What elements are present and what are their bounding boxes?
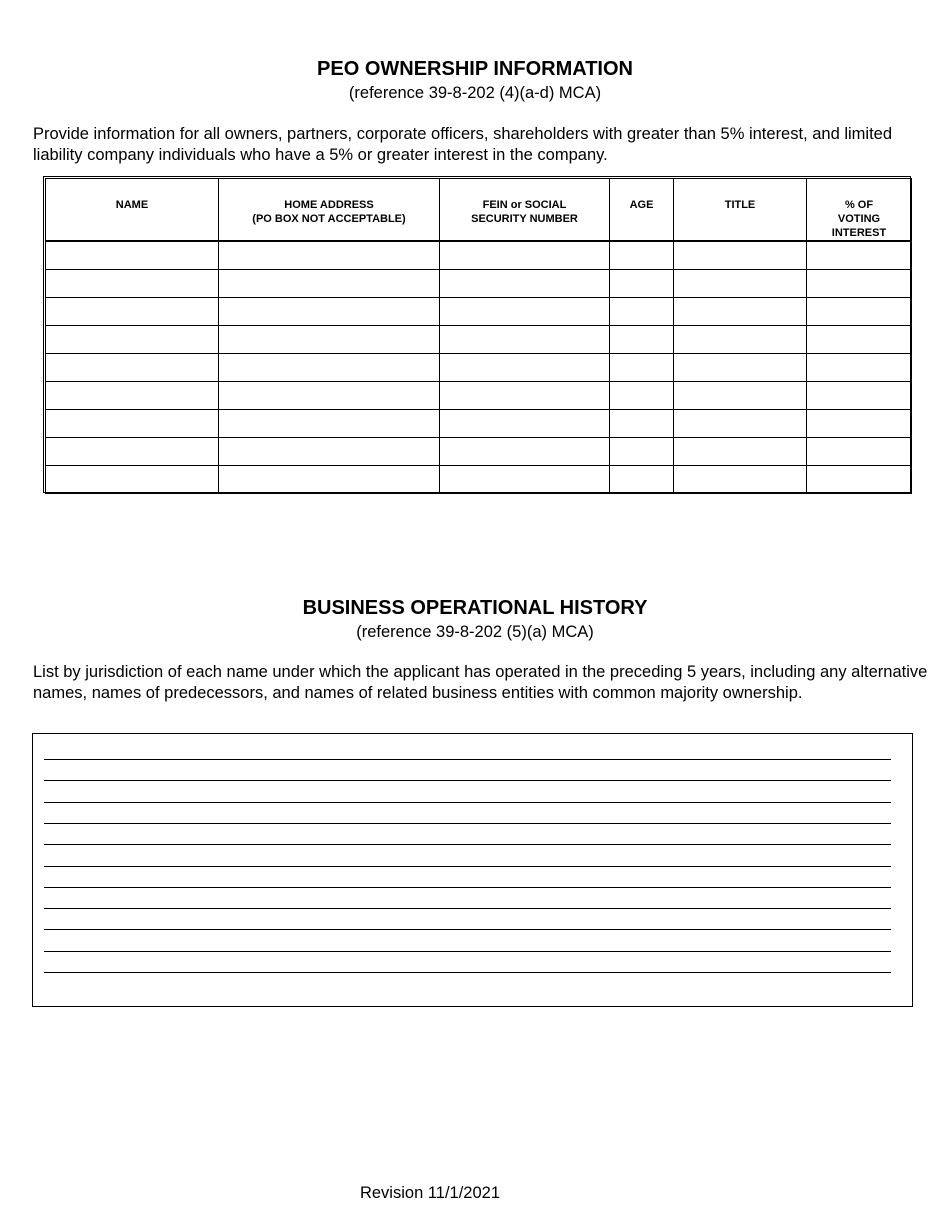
ownership-table-body bbox=[46, 241, 912, 493]
ownership-table bbox=[45, 178, 912, 494]
cell-home-address[interactable] bbox=[219, 297, 440, 325]
cell-fein-ssn[interactable] bbox=[440, 381, 610, 409]
cell-voting-interest[interactable] bbox=[807, 241, 912, 269]
cell-fein-ssn[interactable] bbox=[440, 297, 610, 325]
cell-age[interactable] bbox=[610, 409, 674, 437]
cell-fein-ssn[interactable] bbox=[440, 437, 610, 465]
ownership-reference: (reference 39-8-202 (4)(a-d) MCA) bbox=[348, 84, 602, 102]
cell-voting-interest[interactable] bbox=[807, 353, 912, 381]
cell-title[interactable] bbox=[674, 297, 807, 325]
column-header-fein-ssn: FEIN or SOCIAL SECURITY NUMBER bbox=[440, 179, 610, 242]
table-row bbox=[46, 241, 912, 269]
cell-age[interactable] bbox=[610, 269, 674, 297]
cell-fein-ssn[interactable] bbox=[440, 325, 610, 353]
table-row bbox=[46, 465, 912, 493]
cell-name[interactable] bbox=[46, 241, 219, 269]
cell-voting-interest[interactable] bbox=[807, 269, 912, 297]
cell-fein-ssn[interactable] bbox=[440, 409, 610, 437]
history-line[interactable] bbox=[44, 823, 891, 824]
cell-home-address[interactable] bbox=[219, 437, 440, 465]
history-line[interactable] bbox=[44, 951, 891, 952]
cell-home-address[interactable] bbox=[219, 465, 440, 493]
cell-home-address[interactable] bbox=[219, 381, 440, 409]
cell-name[interactable] bbox=[46, 353, 219, 381]
cell-name[interactable] bbox=[46, 297, 219, 325]
history-title: BUSINESS OPERATIONAL HISTORY bbox=[302, 597, 648, 619]
cell-fein-ssn[interactable] bbox=[440, 269, 610, 297]
table-row bbox=[46, 353, 912, 381]
cell-name[interactable] bbox=[46, 381, 219, 409]
cell-title[interactable] bbox=[674, 465, 807, 493]
history-line[interactable] bbox=[44, 908, 891, 909]
cell-age[interactable] bbox=[610, 325, 674, 353]
column-header-title: TITLE bbox=[674, 179, 807, 242]
table-row bbox=[46, 381, 912, 409]
cell-name[interactable] bbox=[46, 409, 219, 437]
cell-name[interactable] bbox=[46, 325, 219, 353]
history-line[interactable] bbox=[44, 929, 891, 930]
cell-voting-interest[interactable] bbox=[807, 381, 912, 409]
ownership-title: PEO OWNERSHIP INFORMATION bbox=[317, 58, 633, 80]
cell-fein-ssn[interactable] bbox=[440, 353, 610, 381]
cell-voting-interest[interactable] bbox=[807, 437, 912, 465]
cell-name[interactable] bbox=[46, 269, 219, 297]
cell-title[interactable] bbox=[674, 409, 807, 437]
cell-voting-interest[interactable] bbox=[807, 465, 912, 493]
cell-home-address[interactable] bbox=[219, 325, 440, 353]
cell-age[interactable] bbox=[610, 353, 674, 381]
history-line[interactable] bbox=[44, 866, 891, 867]
cell-title[interactable] bbox=[674, 325, 807, 353]
cell-home-address[interactable] bbox=[219, 409, 440, 437]
ownership-header-row bbox=[46, 179, 912, 242]
column-header-name: NAME bbox=[46, 179, 219, 242]
history-line[interactable] bbox=[44, 802, 891, 803]
table-row bbox=[46, 437, 912, 465]
cell-age[interactable] bbox=[610, 297, 674, 325]
history-entry-box[interactable] bbox=[32, 733, 913, 1007]
cell-home-address[interactable] bbox=[219, 353, 440, 381]
history-line[interactable] bbox=[44, 887, 891, 888]
cell-title[interactable] bbox=[674, 241, 807, 269]
table-row bbox=[46, 409, 912, 437]
cell-home-address[interactable] bbox=[219, 241, 440, 269]
table-row bbox=[46, 269, 912, 297]
revision-date: Revision 11/1/2021 bbox=[359, 1184, 501, 1202]
cell-voting-interest[interactable] bbox=[807, 325, 912, 353]
cell-name[interactable] bbox=[46, 437, 219, 465]
cell-fein-ssn[interactable] bbox=[440, 465, 610, 493]
history-line[interactable] bbox=[44, 844, 891, 845]
cell-age[interactable] bbox=[610, 465, 674, 493]
cell-home-address[interactable] bbox=[219, 269, 440, 297]
cell-age[interactable] bbox=[610, 241, 674, 269]
cell-name[interactable] bbox=[46, 465, 219, 493]
history-line[interactable] bbox=[44, 759, 891, 760]
column-header-voting-interest: % OF VOTING INTEREST bbox=[807, 179, 912, 242]
cell-age[interactable] bbox=[610, 437, 674, 465]
cell-title[interactable] bbox=[674, 381, 807, 409]
history-description: List by jurisdiction of each name under which the applicant has operated in the preceding 5 years, including any alternative names, names of predecessors, and names of related business entities with common majority ownership. bbox=[33, 663, 928, 702]
ownership-description: Provide information for all owners, partners, corporate officers, shareholders with greater than 5% interest, and limited liability company individuals who have a 5% or greater interest in the company. bbox=[33, 125, 893, 164]
cell-title[interactable] bbox=[674, 437, 807, 465]
cell-voting-interest[interactable] bbox=[807, 409, 912, 437]
history-line[interactable] bbox=[44, 780, 891, 781]
column-header-home-address: HOME ADDRESS (PO BOX NOT ACCEPTABLE) bbox=[219, 179, 440, 242]
history-line[interactable] bbox=[44, 972, 891, 973]
history-reference: (reference 39-8-202 (5)(a) MCA) bbox=[356, 623, 594, 641]
cell-title[interactable] bbox=[674, 269, 807, 297]
cell-fein-ssn[interactable] bbox=[440, 241, 610, 269]
table-row bbox=[46, 325, 912, 353]
cell-voting-interest[interactable] bbox=[807, 297, 912, 325]
cell-age[interactable] bbox=[610, 381, 674, 409]
table-row bbox=[46, 297, 912, 325]
column-header-age: AGE bbox=[610, 179, 674, 242]
cell-title[interactable] bbox=[674, 353, 807, 381]
